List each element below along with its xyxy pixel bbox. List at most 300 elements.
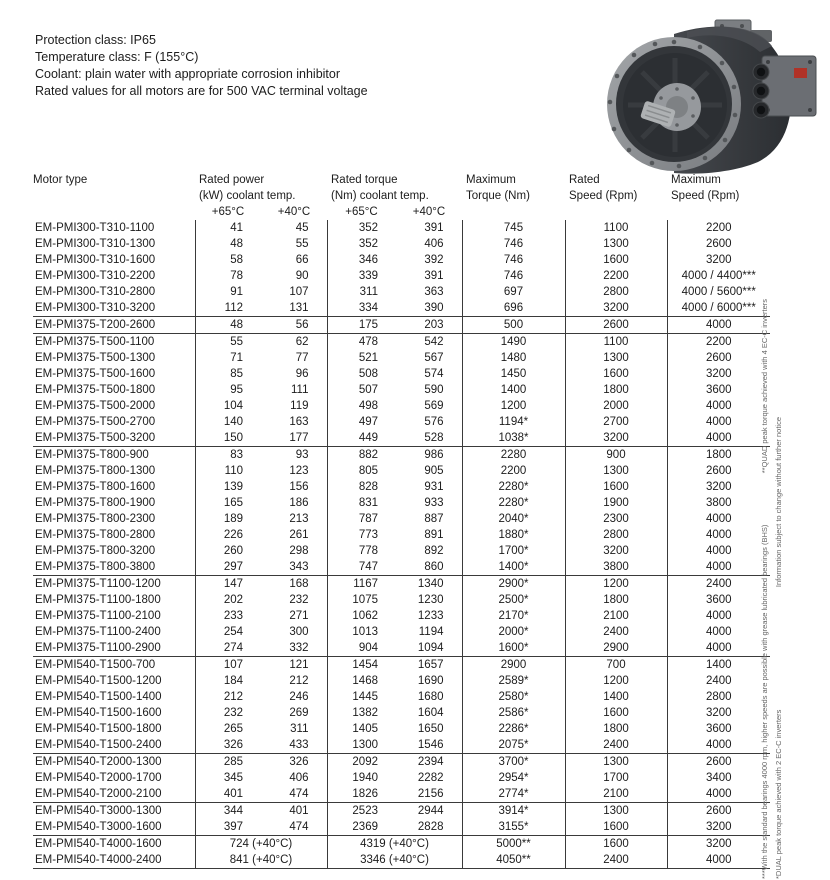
cell-power-40: 111 (291, 384, 309, 396)
table-row (33, 689, 770, 705)
cell-motor-type: EM-PMI375-T500-1800 (35, 384, 156, 396)
cell-max-torque: 2200 (462, 463, 565, 479)
terminal-box (762, 56, 816, 116)
cell-torque-40: 2394 (417, 756, 444, 768)
cell-power-65: 41 (195, 220, 261, 236)
cell-power-40: 343 (289, 561, 309, 573)
cell-max-speed: 2400 (667, 576, 770, 593)
cell-torque-40: 406 (424, 238, 444, 250)
table-row (33, 608, 770, 624)
cell-torque-65: 507 (327, 382, 396, 398)
cell-power-40: 261 (289, 529, 309, 541)
cell-torque-40: 590 (424, 384, 444, 396)
cell-max-speed: 2600 (667, 803, 770, 820)
cell-torque-40: 892 (424, 545, 444, 557)
cell-power-40: 107 (289, 286, 309, 298)
table-row (33, 543, 770, 559)
cell-torque-40: 1690 (417, 675, 444, 687)
cell-max-speed: 4000 (667, 414, 770, 430)
cell-rated-speed: 1600 (565, 836, 667, 853)
cell-max-speed: 4000 (667, 398, 770, 414)
cell-max-torque: 1450 (462, 366, 565, 382)
cell-power-65: 397 (195, 819, 261, 836)
header-max-torque: Maximum (466, 174, 516, 186)
cell-max-speed: 3600 (667, 592, 770, 608)
cell-torque-65: 1405 (327, 721, 396, 737)
cell-motor-type: EM-PMI540-T1500-1600 (35, 707, 162, 719)
cell-torque-65: 1468 (327, 673, 396, 689)
cell-torque-65: 1940 (327, 770, 396, 786)
cell-power-40: 332 (289, 642, 309, 654)
cell-motor-type: EM-PMI375-T200-2600 (35, 319, 156, 331)
table-row (33, 300, 770, 317)
cell-motor-type: EM-PMI375-T1100-1200 (35, 578, 161, 590)
cell-power-65: 212 (195, 689, 261, 705)
cell-rated-speed: 1300 (565, 350, 667, 366)
cell-motor-type: EM-PMI540-T2000-1300 (35, 756, 162, 768)
motor-group-t2000 (33, 754, 770, 803)
table-row (33, 317, 770, 334)
cell-max-speed: 3600 (667, 721, 770, 737)
cell-max-torque: 1400* (462, 559, 565, 576)
motor-group-t3000 (33, 803, 770, 836)
cell-max-speed: 4000 (667, 430, 770, 447)
cell-rated-speed: 1600 (565, 705, 667, 721)
cell-power-65: 401 (195, 786, 261, 803)
cell-torque-65: 787 (327, 511, 396, 527)
cell-max-speed: 2600 (667, 236, 770, 252)
cell-power-65: 83 (195, 447, 261, 464)
cell-torque-65: 449 (327, 430, 396, 447)
cell-max-speed: 4000 (667, 608, 770, 624)
cell-max-torque: 500 (462, 317, 565, 334)
spec-notes (35, 32, 368, 100)
table-row (33, 236, 770, 252)
cell-motor-type: EM-PMI375-T1100-2900 (35, 642, 161, 654)
cell-motor-type: EM-PMI375-T500-1300 (35, 352, 156, 364)
table-row (33, 721, 770, 737)
cell-power-65: 202 (195, 592, 261, 608)
cell-power-40: 246 (289, 691, 309, 703)
table-row (33, 657, 770, 674)
spec-note-line: Protection class: IP65 (35, 33, 156, 47)
cell-torque-65: 1454 (327, 657, 396, 674)
cell-torque-40: 2282 (417, 772, 444, 784)
cell-power-65: 165 (195, 495, 261, 511)
cell-max-torque: 2286* (462, 721, 565, 737)
cell-max-speed: 4000 (667, 737, 770, 754)
cell-torque-40: 1233 (417, 610, 444, 622)
footnote-quad: **QUAD peak torque achieved with 4 EC-C inverters (760, 299, 769, 474)
cell-max-speed: 4000 (667, 786, 770, 803)
cell-rated-speed: 2400 (565, 624, 667, 640)
cell-max-speed: 3200 (667, 705, 770, 721)
cell-motor-type: EM-PMI375-T500-3200 (35, 432, 156, 444)
motor-group-t200 (33, 317, 770, 334)
cell-max-speed: 4000 (667, 640, 770, 657)
cell-power-65: 95 (195, 382, 261, 398)
cell-max-speed: 4000 (667, 317, 770, 334)
cell-motor-type: EM-PMI540-T4000-2400 (35, 854, 162, 866)
cell-torque-65: 352 (327, 220, 396, 236)
cell-torque-65: 778 (327, 543, 396, 559)
cell-power-40: 298 (289, 545, 309, 557)
cell-power-40: 269 (289, 707, 309, 719)
table-row (33, 576, 770, 593)
cell-max-speed: 1800 (667, 447, 770, 464)
cell-torque-40: 1604 (417, 707, 444, 719)
cell-power-65: 285 (195, 754, 261, 771)
cell-max-torque: 2589* (462, 673, 565, 689)
cell-power-65: 48 (195, 236, 261, 252)
table-row (33, 819, 770, 836)
cell-torque-65: 882 (327, 447, 396, 464)
cell-power-65: 85 (195, 366, 261, 382)
cell-rated-speed: 1600 (565, 252, 667, 268)
cell-max-speed: 4000 (667, 852, 770, 869)
cell-torque-65: 2369 (327, 819, 396, 836)
table-row (33, 592, 770, 608)
cell-torque-65: 1167 (327, 576, 396, 593)
cell-torque-65: 339 (327, 268, 396, 284)
table-row (33, 220, 770, 236)
table-row (33, 479, 770, 495)
cell-power-65: 226 (195, 527, 261, 543)
cell-max-torque: 2280 (462, 447, 565, 464)
table-row (33, 852, 770, 869)
cell-rated-power-merged: 724 (+40°C) (195, 836, 327, 853)
cell-rated-speed: 1200 (565, 576, 667, 593)
footnote-dual-info (773, 417, 784, 879)
cell-max-speed: 2800 (667, 689, 770, 705)
cell-power-40: 271 (289, 610, 309, 622)
cell-torque-40: 542 (424, 336, 444, 348)
cell-rated-speed: 1600 (565, 819, 667, 836)
cell-max-torque: 2900 (462, 657, 565, 674)
cell-torque-40: 986 (424, 449, 444, 461)
cell-power-65: 150 (195, 430, 261, 447)
cell-max-speed: 1400 (667, 657, 770, 674)
cell-power-65: 274 (195, 640, 261, 657)
table-row (33, 803, 770, 820)
cell-rated-speed: 1600 (565, 366, 667, 382)
cell-power-40: 168 (289, 578, 309, 590)
cell-power-65: 71 (195, 350, 261, 366)
cell-motor-type: EM-PMI540-T1500-2400 (35, 739, 162, 751)
cell-power-40: 55 (295, 238, 309, 250)
header-rated-torque-unit: (Nm) coolant temp. (331, 190, 429, 202)
cell-rated-speed: 3800 (565, 559, 667, 576)
cell-rated-speed: 700 (565, 657, 667, 674)
cell-motor-type: EM-PMI300-T310-2200 (35, 270, 156, 282)
cell-torque-40: 391 (424, 270, 444, 282)
cell-torque-65: 1300 (327, 737, 396, 754)
cell-max-torque: 2954* (462, 770, 565, 786)
cell-torque-65: 521 (327, 350, 396, 366)
cell-max-speed: 4000 (667, 511, 770, 527)
red-label (794, 68, 807, 78)
cell-power-65: 297 (195, 559, 261, 576)
cell-motor-type: EM-PMI375-T1100-1800 (35, 594, 161, 606)
cell-power-65: 265 (195, 721, 261, 737)
cell-power-65: 104 (195, 398, 261, 414)
header-rated-power-unit: (kW) coolant temp. (199, 190, 296, 202)
header-rated-speed-unit: Speed (Rpm) (569, 190, 638, 202)
cell-power-40: 177 (289, 432, 309, 444)
cell-torque-40: 1680 (417, 691, 444, 703)
cell-rated-speed: 2100 (565, 608, 667, 624)
footnote-bearings-quad (759, 299, 770, 879)
cell-torque-65: 1382 (327, 705, 396, 721)
cell-max-torque: 2040* (462, 511, 565, 527)
cell-power-40: 77 (295, 352, 309, 364)
cell-motor-type: EM-PMI540-T2000-1700 (35, 772, 162, 784)
cell-motor-type: EM-PMI375-T800-3800 (35, 561, 156, 573)
table-row (33, 527, 770, 543)
cell-rated-speed: 1300 (565, 803, 667, 820)
cell-power-40: 121 (289, 659, 309, 671)
cell-max-speed: 2200 (667, 220, 770, 236)
table-row (33, 447, 770, 464)
table-row (33, 737, 770, 754)
cell-torque-65: 773 (327, 527, 396, 543)
cell-rated-speed: 2600 (565, 317, 667, 334)
cell-max-torque: 2500* (462, 592, 565, 608)
header-rated-torque: Rated torque (331, 174, 398, 186)
cell-power-40: 56 (295, 319, 309, 331)
cell-rated-speed: 3200 (565, 430, 667, 447)
cell-torque-65: 1013 (327, 624, 396, 640)
cell-torque-40: 567 (424, 352, 444, 364)
cell-rated-speed: 1100 (565, 334, 667, 351)
cell-power-65: 140 (195, 414, 261, 430)
cell-power-40: 96 (295, 368, 309, 380)
cell-motor-type: EM-PMI300-T310-1100 (35, 222, 155, 234)
cell-torque-40: 1230 (417, 594, 444, 606)
cell-max-speed: 4000 (667, 559, 770, 576)
cell-torque-40: 931 (424, 481, 444, 493)
cell-torque-65: 747 (327, 559, 396, 576)
table-row (33, 382, 770, 398)
table-row (33, 268, 770, 284)
table-row (33, 754, 770, 771)
cell-power-65: 107 (195, 657, 261, 674)
motor-product-image (592, 6, 824, 176)
cell-max-speed: 3200 (667, 819, 770, 836)
table-row (33, 559, 770, 576)
motor-spec-table (33, 172, 770, 869)
cell-max-speed: 3400 (667, 770, 770, 786)
cell-max-torque: 3155* (462, 819, 565, 836)
cell-max-torque: 4050** (462, 852, 565, 869)
cell-max-speed: 4000 / 5600*** (667, 284, 770, 300)
cell-max-torque: 1600* (462, 640, 565, 657)
cell-max-speed: 4000 (667, 543, 770, 559)
table-row (33, 252, 770, 268)
cell-max-torque: 5000** (462, 836, 565, 853)
footnote-info: Information subject to change without further notice (774, 417, 783, 588)
cell-power-40: 212 (289, 675, 309, 687)
cell-rated-speed: 2100 (565, 786, 667, 803)
cell-max-torque: 746 (462, 268, 565, 284)
cell-rated-speed: 2800 (565, 284, 667, 300)
cell-rated-speed: 1800 (565, 382, 667, 398)
cell-torque-65: 352 (327, 236, 396, 252)
cell-max-speed: 2600 (667, 350, 770, 366)
table-row (33, 770, 770, 786)
table-row (33, 334, 770, 351)
cell-torque-40: 1650 (417, 723, 444, 735)
cell-motor-type: EM-PMI540-T2000-2100 (35, 788, 162, 800)
cell-power-65: 344 (195, 803, 261, 820)
cell-power-40: 90 (295, 270, 309, 282)
table-row (33, 705, 770, 721)
cell-torque-65: 175 (327, 317, 396, 334)
subheader-torque-65: +65°C (345, 206, 378, 218)
cell-motor-type: EM-PMI540-T1500-700 (35, 659, 156, 671)
cell-rated-speed: 3200 (565, 543, 667, 559)
cell-power-40: 406 (289, 772, 309, 784)
cell-rated-speed: 1800 (565, 721, 667, 737)
cell-power-40: 401 (289, 805, 309, 817)
cell-max-speed: 2200 (667, 334, 770, 351)
header-motor-type: Motor type (33, 174, 88, 186)
cell-motor-type: EM-PMI375-T800-3200 (35, 545, 156, 557)
cell-torque-40: 1340 (417, 578, 444, 590)
subheader-power-40: +40°C (277, 206, 311, 218)
cell-power-65: 184 (195, 673, 261, 689)
spec-note-line: Coolant: plain water with appropriate corrosion inhibitor (35, 67, 341, 81)
cell-max-speed: 2600 (667, 754, 770, 771)
cell-max-torque: 746 (462, 252, 565, 268)
cell-motor-type: EM-PMI540-T1500-1800 (35, 723, 162, 735)
cell-power-65: 326 (195, 737, 261, 754)
cell-power-40: 433 (289, 739, 309, 751)
cell-motor-type: EM-PMI300-T310-1300 (35, 238, 156, 250)
cell-max-speed: 3200 (667, 252, 770, 268)
cell-torque-65: 904 (327, 640, 396, 657)
cell-max-torque: 2280* (462, 479, 565, 495)
cell-power-65: 189 (195, 511, 261, 527)
cell-torque-40: 1546 (417, 739, 444, 751)
cell-torque-40: 891 (424, 529, 444, 541)
cell-max-torque: 3914* (462, 803, 565, 820)
cell-power-40: 66 (295, 254, 309, 266)
cell-torque-40: 574 (424, 368, 444, 380)
cell-max-torque: 1700* (462, 543, 565, 559)
table-row (33, 350, 770, 366)
cell-torque-65: 311 (327, 284, 396, 300)
table-row (33, 511, 770, 527)
cell-max-speed: 3200 (667, 836, 770, 853)
table-row (33, 430, 770, 447)
motor-group-t1100 (33, 576, 770, 657)
cell-max-torque: 746 (462, 236, 565, 252)
cell-rated-speed: 2900 (565, 640, 667, 657)
table-row (33, 624, 770, 640)
spec-note-line: Temperature class: F (155°C) (35, 50, 199, 64)
cell-max-torque: 2000* (462, 624, 565, 640)
cell-torque-40: 390 (424, 302, 444, 314)
cell-motor-type: EM-PMI540-T3000-1600 (35, 821, 162, 833)
cell-rated-speed: 2800 (565, 527, 667, 543)
cell-motor-type: EM-PMI375-T1100-2100 (35, 610, 161, 622)
cell-torque-40: 392 (424, 254, 444, 266)
table-row (33, 284, 770, 300)
cell-power-40: 119 (290, 400, 309, 412)
cell-motor-type: EM-PMI375-T800-1600 (35, 481, 156, 493)
cell-power-40: 232 (289, 594, 309, 606)
cell-rated-speed: 900 (565, 447, 667, 464)
cell-rated-speed: 2400 (565, 852, 667, 869)
cell-power-65: 55 (195, 334, 261, 351)
footnote-bearings: ***With the standard bearings 4000 rpm, higher speeds are possible with grease lubricated bearings (BHS) (760, 524, 769, 879)
cell-max-speed: 4000 (667, 527, 770, 543)
footnote-dual: *DUAL peak torque achieved with 2 EC-C inverters (774, 709, 783, 879)
cell-power-40: 474 (289, 788, 309, 800)
cell-torque-65: 497 (327, 414, 396, 430)
cell-power-65: 345 (195, 770, 261, 786)
cell-torque-65: 2092 (327, 754, 396, 771)
cell-rated-speed: 1100 (565, 220, 667, 236)
subheader-torque-40: +40°C (412, 206, 446, 218)
cell-torque-40: 1194 (418, 626, 444, 638)
cell-torque-65: 805 (327, 463, 396, 479)
cell-power-40: 213 (289, 513, 309, 525)
cell-power-40: 163 (289, 416, 309, 428)
table-row (33, 463, 770, 479)
cell-torque-40: 887 (424, 513, 444, 525)
cell-max-speed: 2400 (667, 673, 770, 689)
cell-max-torque: 2774* (462, 786, 565, 803)
cell-motor-type: EM-PMI375-T800-2300 (35, 513, 156, 525)
cell-rated-speed: 2200 (565, 268, 667, 284)
cell-rated-speed: 1400 (565, 689, 667, 705)
header-max-speed-unit: Speed (Rpm) (671, 190, 740, 202)
cell-torque-65: 1062 (327, 608, 396, 624)
cell-motor-type: EM-PMI300-T310-1600 (35, 254, 156, 266)
table-row (33, 640, 770, 657)
motor-group-t1500 (33, 657, 770, 754)
cell-max-torque: 2170* (462, 608, 565, 624)
cell-max-speed: 3600 (667, 382, 770, 398)
cell-torque-40: 203 (424, 319, 444, 331)
cell-rated-speed: 2400 (565, 737, 667, 754)
cell-power-40: 186 (289, 497, 309, 509)
cell-max-speed: 4000 / 4400*** (667, 268, 770, 284)
cell-max-torque: 1880* (462, 527, 565, 543)
cell-power-40: 45 (295, 222, 309, 234)
cell-motor-type: EM-PMI375-T500-2700 (35, 416, 156, 428)
cell-rated-speed: 1700 (565, 770, 667, 786)
cell-torque-65: 498 (327, 398, 396, 414)
cell-motor-type: EM-PMI375-T800-900 (35, 449, 149, 461)
cell-torque-65: 828 (327, 479, 396, 495)
cell-max-torque: 696 (462, 300, 565, 317)
cell-motor-type: EM-PMI540-T3000-1300 (35, 805, 162, 817)
cell-motor-type: EM-PMI375-T500-1600 (35, 368, 156, 380)
cell-rated-speed: 1300 (565, 754, 667, 771)
cell-rated-speed: 1200 (565, 673, 667, 689)
cell-torque-40: 1094 (417, 642, 444, 654)
cell-power-40: 93 (295, 449, 309, 461)
cell-rated-speed: 2000 (565, 398, 667, 414)
table-row (33, 836, 770, 853)
cell-torque-40: 933 (424, 497, 444, 509)
cell-torque-65: 1826 (327, 786, 396, 803)
cell-max-torque: 697 (462, 284, 565, 300)
spec-note-line: Rated values for all motors are for 500 VAC terminal voltage (35, 84, 368, 98)
